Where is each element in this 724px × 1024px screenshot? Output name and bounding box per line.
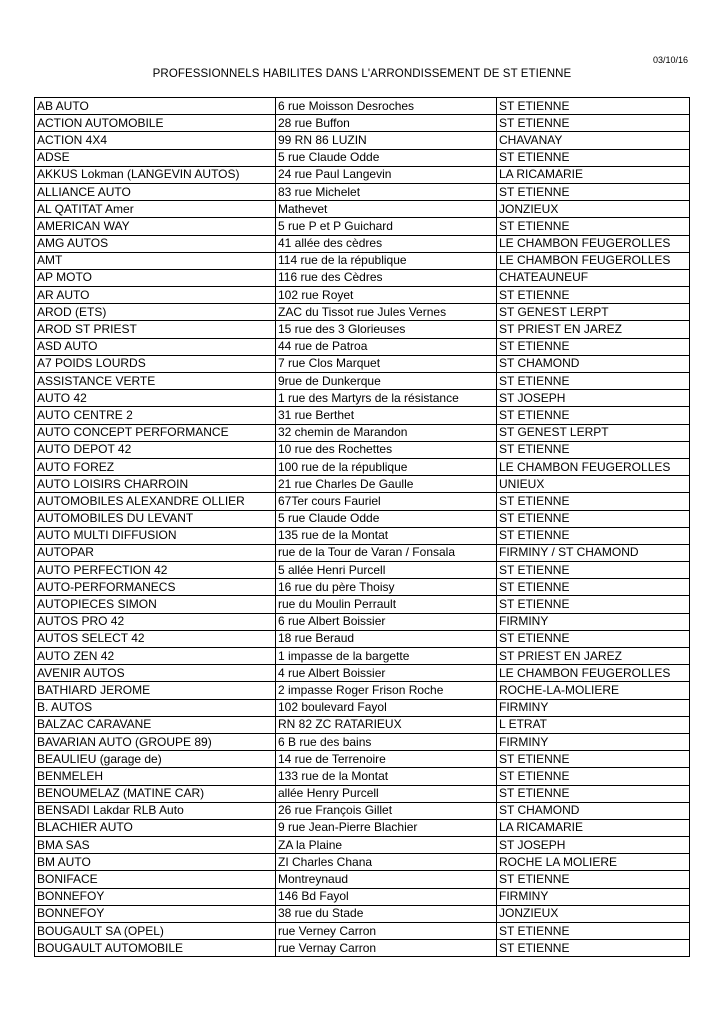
address-cell: 1 impasse de la bargette [276, 648, 497, 665]
table-row [35, 544, 690, 561]
company-name-cell: BMA SAS [35, 837, 276, 854]
city-cell: FIRMINY [497, 888, 690, 905]
city-cell: ST ETIENNE [497, 923, 690, 940]
address-cell: 32 chemin de Marandon [276, 424, 497, 441]
company-name-cell: BOUGAULT AUTOMOBILE [35, 940, 276, 957]
table-row [35, 837, 690, 854]
city-cell: ST CHAMOND [497, 355, 690, 372]
document-date: 03/10/16 [652, 55, 688, 65]
table-row [35, 218, 690, 235]
company-name-cell: AMT [35, 252, 276, 269]
city-cell: ST ETIENNE [497, 940, 690, 957]
table-row [35, 355, 690, 372]
city-cell: ST ETIENNE [497, 785, 690, 802]
company-name-cell: AUTOPIECES SIMON [35, 596, 276, 613]
address-cell: 99 RN 86 LUZIN [276, 132, 497, 149]
city-cell: CHATEAUNEUF [497, 269, 690, 286]
city-cell: LA RICAMARIE [497, 819, 690, 836]
company-name-cell: BENSADI Lakdar RLB Auto [35, 802, 276, 819]
company-name-cell: AUTO DEPOT 42 [35, 441, 276, 458]
address-cell: 15 rue des 3 Glorieuses [276, 321, 497, 338]
address-cell: Mathevet [276, 201, 497, 218]
address-cell: rue Vernay Carron [276, 940, 497, 957]
city-cell: JONZIEUX [497, 905, 690, 922]
table-row [35, 665, 690, 682]
company-name-cell: AUTO LOISIRS CHARROIN [35, 476, 276, 493]
table-row [35, 768, 690, 785]
city-cell: ST ETIENNE [497, 579, 690, 596]
address-cell: 14 rue de Terrenoire [276, 751, 497, 768]
city-cell: ST ETIENNE [497, 407, 690, 424]
city-cell: ST ETIENNE [497, 183, 690, 200]
table-row [35, 424, 690, 441]
city-cell: ROCHE-LA-MOLIERE [497, 682, 690, 699]
city-cell: ST ETIENNE [497, 98, 690, 115]
table-row [35, 390, 690, 407]
company-name-cell: AKKUS Lokman (LANGEVIN AUTOS) [35, 166, 276, 183]
address-cell: 116 rue des Cèdres [276, 269, 497, 286]
table-row [35, 458, 690, 475]
table-row [35, 269, 690, 286]
address-cell: 18 rue Beraud [276, 630, 497, 647]
company-name-cell: ASSISTANCE VERTE [35, 373, 276, 390]
city-cell: FIRMINY [497, 733, 690, 750]
table-row [35, 115, 690, 132]
address-cell: 146 Bd Fayol [276, 888, 497, 905]
table-row [35, 373, 690, 390]
company-name-cell: A7 POIDS LOURDS [35, 355, 276, 372]
table-row [35, 407, 690, 424]
company-name-cell: BM AUTO [35, 854, 276, 871]
address-cell: 9rue de Dunkerque [276, 373, 497, 390]
address-cell: 133 rue de la Montat [276, 768, 497, 785]
company-name-cell: BALZAC CARAVANE [35, 716, 276, 733]
table-row [35, 905, 690, 922]
professionals-table [34, 97, 690, 957]
city-cell: ST ETIENNE [497, 768, 690, 785]
table-row [35, 819, 690, 836]
company-name-cell: BONNEFOY [35, 888, 276, 905]
address-cell: 1 rue des Martyrs de la résistance [276, 390, 497, 407]
city-cell: UNIEUX [497, 476, 690, 493]
address-cell: 16 rue du père Thoisy [276, 579, 497, 596]
address-cell: 102 rue Royet [276, 287, 497, 304]
address-cell: 5 rue P et P Guichard [276, 218, 497, 235]
table-row [35, 854, 690, 871]
company-name-cell: AP MOTO [35, 269, 276, 286]
company-name-cell: ACTION 4X4 [35, 132, 276, 149]
address-cell: 5 rue Claude Odde [276, 149, 497, 166]
company-name-cell: AUTO CENTRE 2 [35, 407, 276, 424]
company-name-cell: BEAULIEU (garage de) [35, 751, 276, 768]
city-cell: ST ETIENNE [497, 287, 690, 304]
company-name-cell: ASD AUTO [35, 338, 276, 355]
address-cell: 38 rue du Stade [276, 905, 497, 922]
address-cell: ZAC du Tissot rue Jules Vernes [276, 304, 497, 321]
address-cell: ZI Charles Chana [276, 854, 497, 871]
table-row [35, 493, 690, 510]
company-name-cell: B. AUTOS [35, 699, 276, 716]
table-row [35, 321, 690, 338]
address-cell: RN 82 ZC RATARIEUX [276, 716, 497, 733]
table-row [35, 579, 690, 596]
city-cell: ST JOSEPH [497, 390, 690, 407]
city-cell: ST GENEST LERPT [497, 304, 690, 321]
address-cell: allée Henry Purcell [276, 785, 497, 802]
table-row [35, 304, 690, 321]
company-name-cell: AUTO MULTI DIFFUSION [35, 527, 276, 544]
city-cell: ROCHE LA MOLIERE [497, 854, 690, 871]
table-row [35, 201, 690, 218]
page-title: PROFESSIONNELS HABILITES DANS L'ARRONDISSEMENT DE ST ETIENNE [152, 68, 572, 80]
table-row [35, 888, 690, 905]
table-row [35, 802, 690, 819]
address-cell: 114 rue de la république [276, 252, 497, 269]
company-name-cell: AUTO PERFECTION 42 [35, 562, 276, 579]
company-name-cell: AUTO FOREZ [35, 458, 276, 475]
city-cell: FIRMINY [497, 699, 690, 716]
company-name-cell: ALLIANCE AUTO [35, 183, 276, 200]
company-name-cell: AVENIR AUTOS [35, 665, 276, 682]
address-cell: 83 rue Michelet [276, 183, 497, 200]
company-name-cell: AB AUTO [35, 98, 276, 115]
table-row [35, 596, 690, 613]
company-name-cell: AROD ST PRIEST [35, 321, 276, 338]
table-row [35, 527, 690, 544]
company-name-cell: BATHIARD JEROME [35, 682, 276, 699]
address-cell: 9 rue Jean-Pierre Blachier [276, 819, 497, 836]
city-cell: ST ETIENNE [497, 596, 690, 613]
city-cell: ST ETIENNE [497, 115, 690, 132]
company-name-cell: BLACHIER AUTO [35, 819, 276, 836]
company-name-cell: AMERICAN WAY [35, 218, 276, 235]
city-cell: ST GENEST LERPT [497, 424, 690, 441]
address-cell: 7 rue Clos Marquet [276, 355, 497, 372]
address-cell: 10 rue des Rochettes [276, 441, 497, 458]
table-row [35, 733, 690, 750]
city-cell: FIRMINY [497, 613, 690, 630]
table-row [35, 166, 690, 183]
address-cell: Montreynaud [276, 871, 497, 888]
address-cell: 5 allée Henri Purcell [276, 562, 497, 579]
address-cell: rue Verney Carron [276, 923, 497, 940]
table-row [35, 630, 690, 647]
company-name-cell: AUTOS PRO 42 [35, 613, 276, 630]
city-cell: ST ETIENNE [497, 373, 690, 390]
company-name-cell: ADSE [35, 149, 276, 166]
company-name-cell: BONNEFOY [35, 905, 276, 922]
address-cell: 100 rue de la république [276, 458, 497, 475]
city-cell: ST ETIENNE [497, 527, 690, 544]
table-row [35, 940, 690, 957]
table-row [35, 716, 690, 733]
table-row [35, 98, 690, 115]
city-cell: ST ETIENNE [497, 562, 690, 579]
company-name-cell: AUTO ZEN 42 [35, 648, 276, 665]
table-row [35, 562, 690, 579]
address-cell: 6 B rue des bains [276, 733, 497, 750]
table-row [35, 338, 690, 355]
company-name-cell: AUTO 42 [35, 390, 276, 407]
city-cell: LE CHAMBON FEUGEROLLES [497, 252, 690, 269]
address-cell: 102 boulevard Fayol [276, 699, 497, 716]
table-row [35, 183, 690, 200]
city-cell: CHAVANAY [497, 132, 690, 149]
city-cell: ST ETIENNE [497, 630, 690, 647]
city-cell: LE CHAMBON FEUGEROLLES [497, 458, 690, 475]
company-name-cell: AUTO-PERFORMANECS [35, 579, 276, 596]
address-cell: 24 rue Paul Langevin [276, 166, 497, 183]
company-name-cell: AUTOS SELECT 42 [35, 630, 276, 647]
city-cell: ST ETIENNE [497, 218, 690, 235]
company-name-cell: AUTO CONCEPT PERFORMANCE [35, 424, 276, 441]
company-name-cell: AL QATITAT Amer [35, 201, 276, 218]
address-cell: rue de la Tour de Varan / Fonsala [276, 544, 497, 561]
table-row [35, 785, 690, 802]
company-name-cell: BENMELEH [35, 768, 276, 785]
table-row [35, 613, 690, 630]
company-name-cell: BENOUMELAZ (MATINE CAR) [35, 785, 276, 802]
city-cell: ST CHAMOND [497, 802, 690, 819]
city-cell: ST ETIENNE [497, 493, 690, 510]
address-cell: 44 rue de Patroa [276, 338, 497, 355]
company-name-cell: BAVARIAN AUTO (GROUPE 89) [35, 733, 276, 750]
table-row [35, 287, 690, 304]
city-cell: ST ETIENNE [497, 338, 690, 355]
address-cell: 31 rue Berthet [276, 407, 497, 424]
city-cell: ST ETIENNE [497, 751, 690, 768]
company-name-cell: AUTOMOBILES ALEXANDRE OLLIER [35, 493, 276, 510]
table-row [35, 871, 690, 888]
company-name-cell: AUTOMOBILES DU LEVANT [35, 510, 276, 527]
table-row [35, 235, 690, 252]
address-cell: 67Ter cours Fauriel [276, 493, 497, 510]
address-cell: 41 allée des cèdres [276, 235, 497, 252]
city-cell: JONZIEUX [497, 201, 690, 218]
table-row [35, 441, 690, 458]
table-row [35, 751, 690, 768]
company-name-cell: AR AUTO [35, 287, 276, 304]
city-cell: ST ETIENNE [497, 510, 690, 527]
address-cell: 26 rue François Gillet [276, 802, 497, 819]
city-cell: ST ETIENNE [497, 871, 690, 888]
company-name-cell: AMG AUTOS [35, 235, 276, 252]
city-cell: ST PRIEST EN JAREZ [497, 321, 690, 338]
city-cell: LE CHAMBON FEUGEROLLES [497, 665, 690, 682]
company-name-cell: AROD (ETS) [35, 304, 276, 321]
address-cell: 2 impasse Roger Frison Roche [276, 682, 497, 699]
address-cell: ZA la Plaine [276, 837, 497, 854]
city-cell: ST JOSEPH [497, 837, 690, 854]
city-cell: LE CHAMBON FEUGEROLLES [497, 235, 690, 252]
table-row [35, 132, 690, 149]
city-cell: ST ETIENNE [497, 149, 690, 166]
address-cell: 28 rue Buffon [276, 115, 497, 132]
city-cell: ST ETIENNE [497, 441, 690, 458]
address-cell: 5 rue Claude Odde [276, 510, 497, 527]
city-cell: FIRMINY / ST CHAMOND [497, 544, 690, 561]
table-row [35, 510, 690, 527]
city-cell: LA RICAMARIE [497, 166, 690, 183]
city-cell: L ETRAT [497, 716, 690, 733]
company-name-cell: BONIFACE [35, 871, 276, 888]
table-row [35, 149, 690, 166]
address-cell: 135 rue de la Montat [276, 527, 497, 544]
address-cell: rue du Moulin Perrault [276, 596, 497, 613]
table-row [35, 682, 690, 699]
table-row [35, 923, 690, 940]
address-cell: 4 rue Albert Boissier [276, 665, 497, 682]
table-row [35, 252, 690, 269]
address-cell: 21 rue Charles De Gaulle [276, 476, 497, 493]
table-row [35, 648, 690, 665]
company-name-cell: AUTOPAR [35, 544, 276, 561]
company-name-cell: ACTION AUTOMOBILE [35, 115, 276, 132]
table-row [35, 699, 690, 716]
company-name-cell: BOUGAULT SA (OPEL) [35, 923, 276, 940]
address-cell: 6 rue Albert Boissier [276, 613, 497, 630]
table-row [35, 476, 690, 493]
address-cell: 6 rue Moisson Desroches [276, 98, 497, 115]
city-cell: ST PRIEST EN JAREZ [497, 648, 690, 665]
